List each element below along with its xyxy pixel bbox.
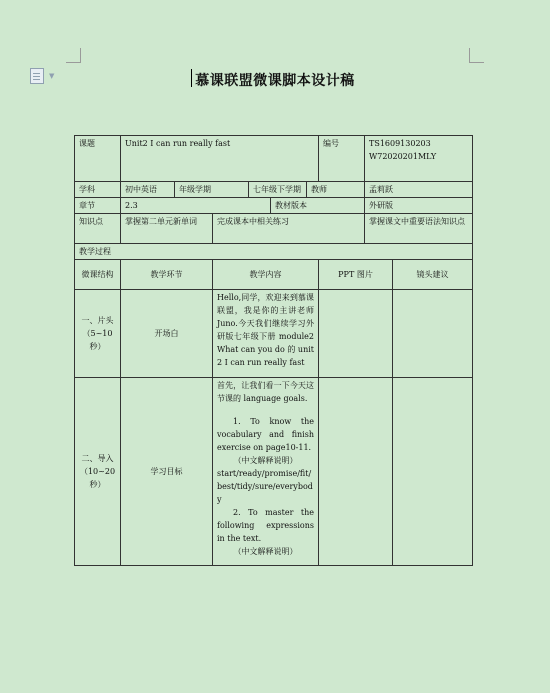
table-row <box>75 378 473 566</box>
structure-cell[interactable]: 二、导入（10~20秒） <box>75 378 121 566</box>
knowledge-point[interactable]: 完成课本中相关练习 <box>213 214 365 244</box>
table-header-row <box>75 260 473 290</box>
chapter-value[interactable]: 2.3 <box>121 198 271 214</box>
code-label: 编号 <box>319 136 365 182</box>
code-value-line: TS1609130203 <box>369 139 431 148</box>
code-value-line: W72020201MLY <box>369 152 437 161</box>
teacher-value[interactable]: 孟莉跃 <box>365 182 473 198</box>
document-title: 慕课联盟微课脚本设计稿 <box>195 73 355 89</box>
table-row <box>75 182 473 198</box>
margin-corner-top-right <box>469 48 484 63</box>
camera-cell[interactable] <box>393 290 473 378</box>
content-cell[interactable] <box>213 378 319 566</box>
column-header: 教学环节 <box>121 260 213 290</box>
content-line: （中文解释说明） <box>233 456 298 465</box>
content-line: （中文解释说明） <box>233 547 298 556</box>
textbook-value[interactable]: 外研版 <box>365 198 473 214</box>
table-row <box>75 198 473 214</box>
code-value[interactable] <box>365 136 473 182</box>
table-row <box>75 136 473 182</box>
teacher-label: 教师 <box>307 182 365 198</box>
textbook-label: 教材版本 <box>271 198 365 214</box>
content-line: 2. To master the following expressions in the text. <box>217 508 314 543</box>
step-cell[interactable]: 开场白 <box>121 290 213 378</box>
content-line: 1. To know the vocabulary and finish exercise on page10-11. <box>217 417 314 452</box>
chapter-label: 章节 <box>75 198 121 214</box>
table-row <box>75 244 473 260</box>
margin-corner-top-left <box>66 48 81 63</box>
ppt-cell[interactable] <box>319 290 393 378</box>
structure-cell[interactable]: 一、片头（5~10秒） <box>75 290 121 378</box>
dropdown-arrow-icon[interactable]: ▼ <box>49 72 55 80</box>
subject-label: 学科 <box>75 182 121 198</box>
knowledge-point[interactable]: 掌握课文中重要语法知识点 <box>365 214 473 244</box>
table-row <box>75 290 473 378</box>
content-line: 首先，让我们看一下今天这节课的 language goals. <box>217 381 314 403</box>
topic-label: 课题 <box>75 136 121 182</box>
grade-value[interactable]: 七年级下学期 <box>249 182 307 198</box>
knowledge-point[interactable]: 掌握第二单元新单词 <box>121 214 213 244</box>
table-row <box>75 214 473 244</box>
step-cell[interactable]: 学习目标 <box>121 378 213 566</box>
column-header: PPT 图片 <box>319 260 393 290</box>
content-cell[interactable] <box>213 290 319 378</box>
subject-value[interactable]: 初中英语 <box>121 182 175 198</box>
script-table <box>74 135 473 566</box>
knowledge-label: 知识点 <box>75 214 121 244</box>
grade-label: 年级学期 <box>175 182 249 198</box>
content-line: start/ready/promise/fit/best/tidy/sure/everybody <box>217 469 313 504</box>
topic-value[interactable]: Unit2 I can run really fast <box>121 136 319 182</box>
column-header: 微课结构 <box>75 260 121 290</box>
process-label: 教学过程 <box>75 244 473 260</box>
camera-cell[interactable] <box>393 378 473 566</box>
column-header: 镜头建议 <box>393 260 473 290</box>
ppt-cell[interactable] <box>319 378 393 566</box>
column-header: 教学内容 <box>213 260 319 290</box>
content-line: Hello,同学，欢迎来到慕课联盟，我是你的主讲老师Juno.今天我们继续学习外研版七年级下册 module2 What can you do 的 unit 2 I can run really fast <box>217 293 314 367</box>
